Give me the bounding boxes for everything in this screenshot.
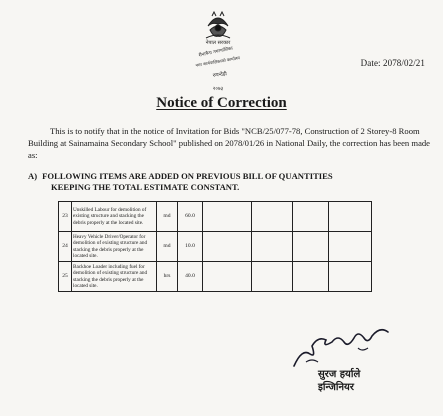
empty-cell: [293, 202, 329, 232]
boq-items-table: [58, 201, 372, 292]
empty-cell: [203, 262, 252, 292]
section-a-label: A): [28, 171, 38, 181]
table-row: [59, 232, 372, 262]
seal-center-text: नगर कार्यपालिकाको कार्यालय: [195, 55, 241, 68]
notice-date: Date: 2078/02/21: [360, 58, 425, 68]
empty-cell: [252, 202, 293, 232]
item-sn: 25: [59, 262, 72, 292]
item-description: Unskilled Labour for demolition of existing structure and stacking the debris properly at the located site.: [72, 202, 157, 232]
section-a-heading: [28, 171, 435, 193]
item-description: Backhoe Loader including fuel for demolition of existing structure and stacking the debris properly at the located site.: [72, 262, 157, 292]
empty-cell: [329, 232, 372, 262]
item-qty: 60.0: [178, 202, 203, 232]
item-qty: 40.0: [178, 262, 203, 292]
signatory-designation: इन्जिनियर: [318, 382, 354, 393]
table-row: [59, 202, 372, 232]
item-qty: 10.0: [178, 232, 203, 262]
seal-year: २०७३: [212, 86, 224, 92]
empty-cell: [252, 232, 293, 262]
handwritten-signature: [288, 318, 408, 370]
municipal-seal: [186, 8, 250, 94]
nepal-emblem-icon: [206, 12, 230, 38]
seal-ring-text: सैनामैना नगरपालिका: [198, 46, 234, 59]
page-title: Notice of Correction: [156, 95, 287, 111]
signatory-block: [318, 368, 360, 394]
seal-top-text: नेपाल सरकार: [205, 40, 231, 46]
item-unit: hrs: [157, 262, 178, 292]
item-sn: 24: [59, 232, 72, 262]
section-a-line1: FOLLOWING ITEMS ARE ADDED ON PREVIOUS BILL OF QUANTITIES: [42, 171, 333, 181]
seal-bottom-text: रुपन्देही: [212, 71, 228, 79]
item-unit: md: [157, 202, 178, 232]
empty-cell: [293, 232, 329, 262]
intro-paragraph: This is to notify that in the notice of Invitation for Bids "NCB/25/077-78, Construction of 2 Storey-8 Room Building at Sainamaina Secondary School" published on 2078/01/26 in National Daily, the correction has been made as:: [28, 126, 430, 160]
signatory-name: सुरज हर्याले: [318, 369, 361, 380]
section-a-line2: KEEPING THE TOTAL ESTIMATE CONSTANT.: [51, 182, 240, 192]
item-unit: md: [157, 232, 178, 262]
empty-cell: [203, 232, 252, 262]
item-description: Heavy Vehicle Driver/Operator for demolition of existing structure and stacking the debris properly at the located site.: [72, 232, 157, 262]
empty-cell: [293, 262, 329, 292]
empty-cell: [252, 262, 293, 292]
item-sn: 23: [59, 202, 72, 232]
empty-cell: [329, 202, 372, 232]
table-row: [59, 262, 372, 292]
empty-cell: [203, 202, 252, 232]
empty-cell: [329, 262, 372, 292]
